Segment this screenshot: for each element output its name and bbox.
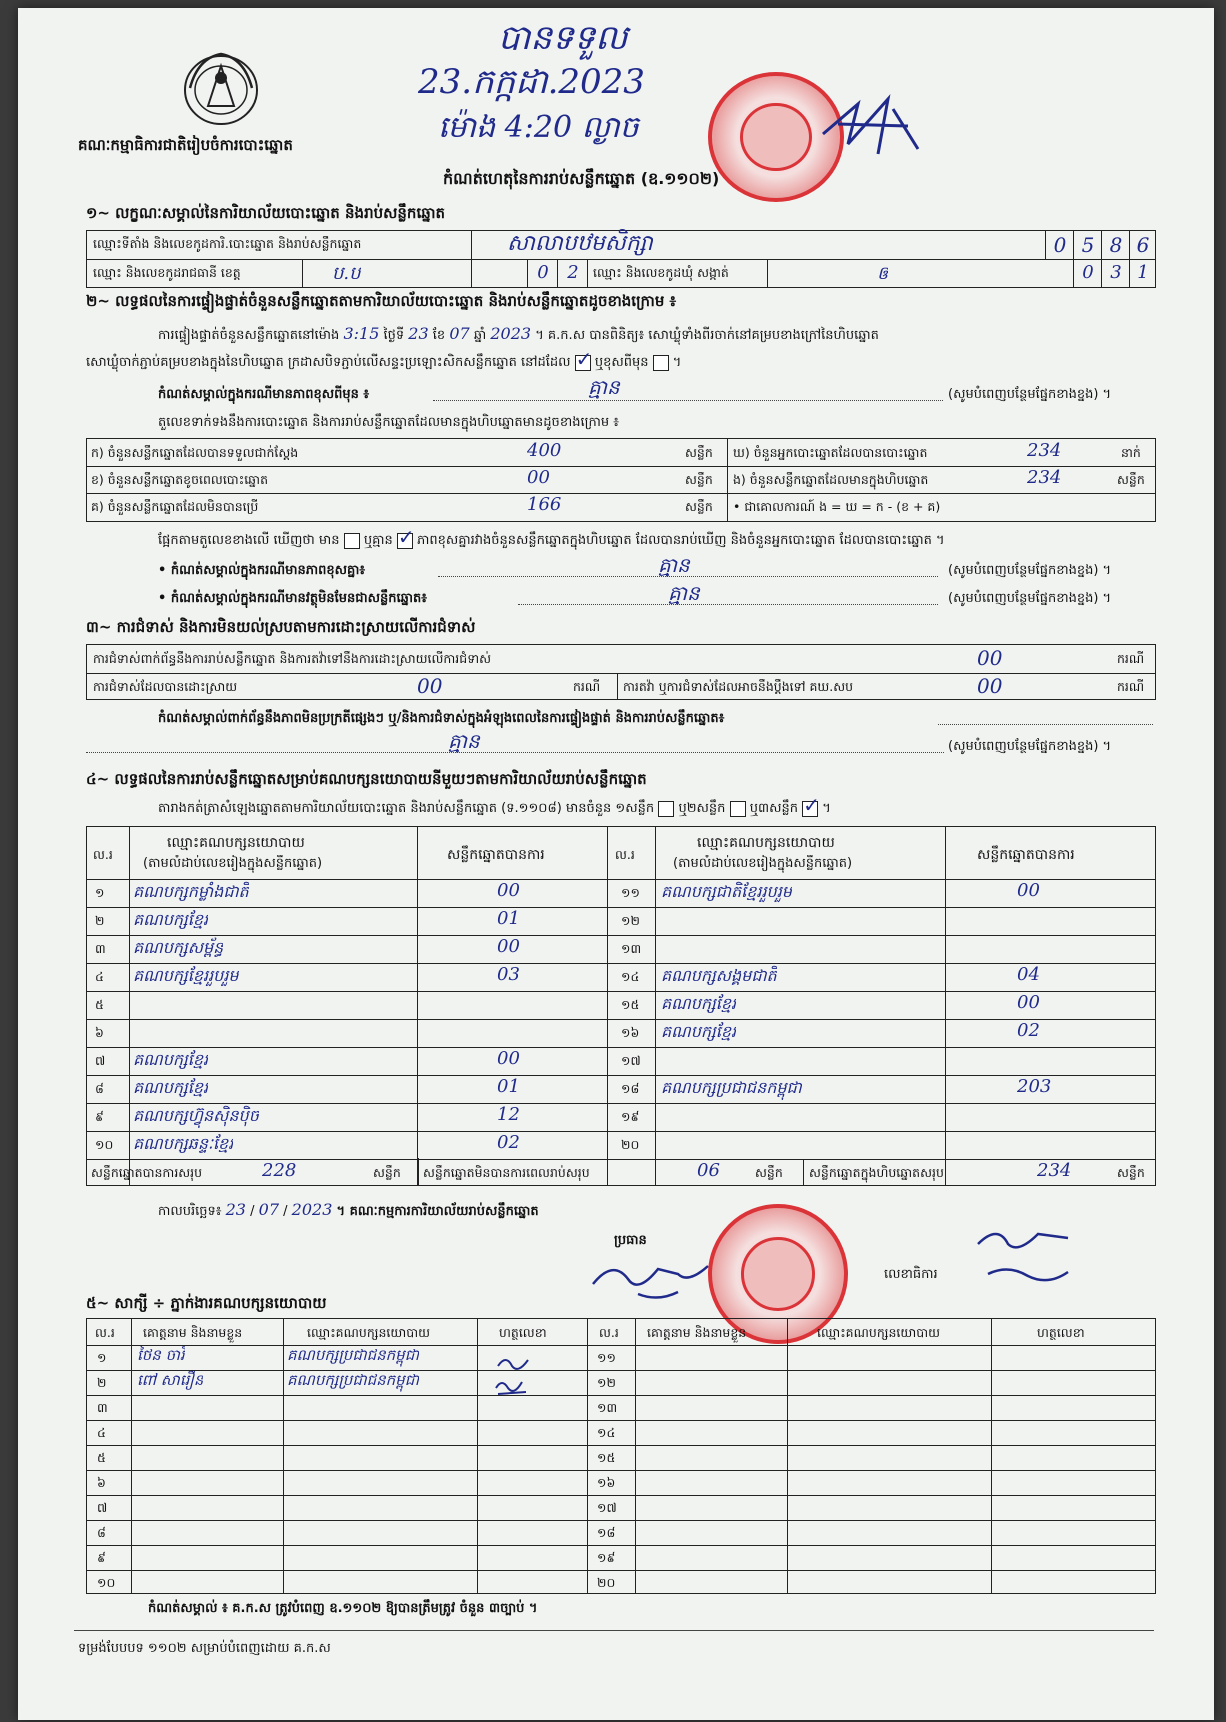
fig-e-label: ង) ចំនួនសន្លឹកឆ្នោតដែលមានក្នុងហិបឆ្នោត xyxy=(733,472,929,487)
fig-c-unit: សន្លឹក xyxy=(685,499,713,514)
objection-unit: ករណី xyxy=(1117,679,1145,694)
chair-signature xyxy=(588,1254,718,1304)
station-label: ឈ្មោះទីតាំង និងលេខកូដការិ.បោះឆ្នោត និងរាប់សន្លឹកឆ្នោត xyxy=(93,236,362,251)
fig-c-value: 166 xyxy=(527,494,562,515)
witness-row-no: ៨ xyxy=(97,1525,106,1540)
col-sign: ហត្ថលេខា xyxy=(499,1325,547,1340)
party-row-no: ២០ xyxy=(621,1137,640,1152)
party-row-no: ១៦ xyxy=(621,1025,640,1040)
diff-text: ឬគ្មាន xyxy=(363,533,393,548)
objection-appeal-value: 00 xyxy=(977,674,1003,698)
witness-signature xyxy=(492,1376,532,1398)
changed-checkbox[interactable] xyxy=(653,355,669,371)
objection-appeal-label: ការតវ៉ា ឬការជំទាស់ដែលអាចនឹងប្តឹងទៅ គឃ.សប xyxy=(623,679,854,694)
attach-text: តារាងកត់ត្រាសំឡេងឆ្នោតតាមការិយាល័យបោះឆ្នោត និងរាប់សន្លឹកឆ្នោត (ទ.១១០៨) មានចំនួន ១សន្លឹក xyxy=(158,801,655,816)
col-no: ល.រ xyxy=(95,1325,115,1340)
three-sheet-checkbox[interactable] xyxy=(802,801,818,817)
party-row-no: ៥ xyxy=(95,997,104,1012)
fig-formula: • ជាគោលការណ៍ ង = ឃ = ក - (ខ + គ) xyxy=(733,499,941,514)
verify-text: សោឃ្លុំចាក់ភ្ជាប់គម្របខាងក្នុងនៃហិបឆ្នោត ក្រដាសបិទភ្ជាប់លើសន្ទះប្រឡោះសិកសន្លឹកឆ្នោត នៅដដែល xyxy=(86,355,571,370)
party-row-votes: 02 xyxy=(1017,1020,1040,1041)
section1-table xyxy=(86,230,1156,288)
witness-row-no: ១៦ xyxy=(597,1475,616,1490)
party-row-no: ១៨ xyxy=(621,1081,640,1096)
station-code-digit: 6 xyxy=(1136,233,1150,257)
fill-back-note: (សូមបំពេញបន្ថែមផ្នែកខាងខ្នង) ។ xyxy=(948,591,1112,606)
commune-label: ឈ្មោះ និងលេខកូដឃុំ សង្កាត់ xyxy=(593,265,729,280)
party-row-no: ១០ xyxy=(95,1137,114,1152)
note2-value: គ្មាន xyxy=(658,553,690,577)
party-row-no: ១ xyxy=(95,885,105,900)
party-row-no: ១១ xyxy=(621,885,640,900)
party-row-name: គណបក្សប្រជាជនកម្ពុជា xyxy=(661,1078,802,1097)
no-diff-checkbox[interactable] xyxy=(397,533,413,549)
irregularity-note-value: គ្មាន xyxy=(448,729,480,753)
total-valid: 228 xyxy=(262,1160,297,1181)
col-name: គោត្តនាម និងនាមខ្លួន xyxy=(143,1325,243,1340)
party-row-votes: 01 xyxy=(497,908,520,929)
verify-text: ។ គ.ក.ស បានពិនិត្យ៖ សោឃ្លុំទាំងពីរចាក់នៅគម្របខាងក្រៅនៃហិបឆ្នោត xyxy=(535,328,879,343)
signature-top xyxy=(818,94,928,164)
verify-text: ការផ្ទៀងផ្ទាត់ចំនួនសន្លឹកឆ្នោតនៅម៉ោង xyxy=(158,328,340,343)
party-row-name: គណបក្សហ៊្វុនស៊ិនប៉ិច xyxy=(133,1106,259,1125)
party-row-name: គណបក្សខ្មែររួបរួម xyxy=(133,966,239,985)
col-no: ល.រ xyxy=(615,847,635,862)
col-party-sub: (តាមលំដាប់លេខរៀងក្នុងសន្លឹកឆ្នោត) xyxy=(143,856,323,871)
verify-year: 2023 xyxy=(490,324,532,343)
secretary-signature xyxy=(968,1224,1078,1294)
witness-row-name: ថៃន ចាវី xyxy=(137,1346,185,1364)
figures-intro: តួលេខទាក់ទងនឹងការបោះឆ្នោត និងការរាប់សន្លឹកឆ្នោតដែលមានក្នុងហិបឆ្នោតមានដូចខាងក្រោម ៖ xyxy=(158,415,619,430)
diff-text: ភាពខុសគ្នារវាងចំនួនសន្លឹកឆ្នោតក្នុងហិបឆ្នោត ដែលបានរាប់ឃើញ និងចំនួនអ្នកបោះឆ្នោត ដែលបានបោះឆ្នោត ។ xyxy=(417,533,945,548)
commune-code-digit: 3 xyxy=(1110,262,1122,283)
col-party: ឈ្មោះគណបក្សនយោបាយ xyxy=(167,835,305,851)
section2-title: ២~ លទ្ធផលនៃការផ្ទៀងផ្ទាត់ចំនួនសន្លឹកឆ្នោតតាមការិយាល័យបោះឆ្នោត និងរាប់សន្លឹកឆ្នោតដូចខាងក្រោម ៖ xyxy=(86,292,677,310)
objection-row1-label: ការជំទាស់ពាក់ព័ន្ធនឹងការរាប់សន្លឹកឆ្នោត និងការតវ៉ាទៅនឹងការដោះស្រាយលើការជំទាស់ xyxy=(93,651,492,666)
witness-row-no: ៤ xyxy=(97,1425,106,1440)
has-diff-checkbox[interactable] xyxy=(344,533,360,549)
witness-row-no: ១៤ xyxy=(597,1425,616,1440)
party-row-no: ១៤ xyxy=(621,969,640,984)
same-checkbox[interactable] xyxy=(575,355,591,371)
fill-back-note: (សូមបំពេញបន្ថែមផ្នែកខាងខ្នង) ។ xyxy=(948,387,1112,402)
col-no: ល.រ xyxy=(93,847,113,862)
fill-back-note: (សូមបំពេញបន្ថែមផ្នែកខាងខ្នង) ។ xyxy=(948,739,1112,754)
note3-label: • កំណត់សម្គាល់ក្នុងករណីមានវត្ថុមិនមែនជាសន្លឹកឆ្នោត៖ xyxy=(158,591,427,606)
station-code-digit: 8 xyxy=(1109,233,1123,257)
commune-code-digit: 1 xyxy=(1137,262,1149,283)
party-results-table xyxy=(86,826,1156,1186)
date-year: 2023 xyxy=(291,1200,333,1219)
objection-row1-value: 00 xyxy=(977,646,1003,670)
witness-row-name: ពៅ សារឿន xyxy=(137,1371,204,1389)
two-sheet-checkbox[interactable] xyxy=(730,801,746,817)
witness-row-no: ១ xyxy=(97,1350,107,1365)
date-label: កាលបរិច្ឆេទ៖ xyxy=(158,1204,222,1219)
unit: សន្លឹក xyxy=(1117,1165,1145,1180)
fig-a-unit: សន្លឹក xyxy=(685,445,713,460)
commune-value: ឲ xyxy=(877,263,889,284)
fig-b-label: ខ) ចំនួនសន្លឹកឆ្នោតខូចពេលបោះឆ្នោត xyxy=(91,472,269,487)
party-row-no: ៣ xyxy=(95,941,106,956)
party-row-no: ១៥ xyxy=(621,997,640,1012)
total-box-label: សន្លឹកឆ្នោតក្នុងហិបឆ្នោតសរុប xyxy=(809,1165,944,1180)
party-row-votes: 00 xyxy=(497,1048,520,1069)
commune-code-digit: 0 xyxy=(1082,262,1094,283)
party-row-votes: 02 xyxy=(497,1132,520,1153)
verify-text: ខែ xyxy=(432,328,446,343)
hw-received: បានទទួល xyxy=(498,18,628,58)
witness-row-no: ៥ xyxy=(97,1450,106,1465)
irregularity-note-label: កំណត់សម្គាល់ពាក់ព័ន្ធនឹងភាពមិនប្រក្រតីផ្សេងៗ ឬ/និងការជំទាស់ក្នុងអំឡុងពេលនៃការផ្ទៀងផ្ទាត់ និងការរាប់សន្លឹកឆ្នោត៖ xyxy=(158,711,725,726)
hw-received-time: ម៉ោង 4:20 ល្ងាច xyxy=(438,110,639,145)
witness-row-party: គណបក្សប្រជាជនកម្ពុជា xyxy=(287,1346,419,1364)
party-row-no: ១២ xyxy=(621,913,640,928)
party-row-name: គណបក្សសង្គមជាតិ xyxy=(661,966,777,985)
province-label: ឈ្មោះ និងលេខកូដរាជធានី ខេត្ត xyxy=(93,265,241,280)
witness-row-no: ១៩ xyxy=(597,1550,616,1565)
fig-c-label: គ) ចំនួនសន្លឹកឆ្នោតដែលមិនបានប្រើ xyxy=(91,499,259,514)
date-line: កាលបរិច្ឆេទ៖ 23 / 07 / 2023 ។ គណៈកម្មការការិយាល័យរាប់សន្លឹកឆ្នោត xyxy=(158,1200,539,1219)
province-code-digit: 0 xyxy=(537,262,549,283)
total-box: 234 xyxy=(1037,1160,1072,1181)
form-title: កំណត់ហេតុនៃការរាប់សន្លឹកឆ្នោត (ឧ.១១០២) xyxy=(443,169,720,188)
fig-d-label: ឃ) ចំនួនអ្នកបោះឆ្នោតដែលបានបោះឆ្នោត xyxy=(733,445,928,460)
attach-line: តារាងកត់ត្រាសំឡេងឆ្នោតតាមការិយាល័យបោះឆ្នោត និងរាប់សន្លឹកឆ្នោត (ទ.១១០៨) មានចំនួន ១សន្លឹក ឬ២សន្លឹក ឬ៣សន្លឹក ✓ ។ xyxy=(158,800,831,819)
party-row-name: គណបក្សខ្មែរ xyxy=(661,994,737,1013)
station-code-digit: 0 xyxy=(1053,233,1067,257)
total-valid-label: សន្លឹកឆ្នោតបានការសរុប xyxy=(91,1165,203,1180)
total-invalid-label: សន្លឹកឆ្នោតមិនបានការពេលរាប់សរុប xyxy=(423,1165,590,1180)
col-party-sub: (តាមលំដាប់លេខរៀងក្នុងសន្លឹកឆ្នោត) xyxy=(673,856,853,871)
col-votes: សន្លឹកឆ្នោតបានការ xyxy=(447,847,545,863)
note-diff-value: គ្មាន xyxy=(588,375,620,399)
col-party: ឈ្មោះគណបក្សនយោបាយ xyxy=(817,1325,941,1340)
org-name: គណៈកម្មាធិការជាតិរៀបចំការបោះឆ្នោត xyxy=(78,136,293,154)
col-party: ឈ្មោះគណបក្សនយោបាយ xyxy=(307,1325,431,1340)
party-row-no: ៧ xyxy=(95,1053,106,1068)
diff-text: ផ្អែកតាមតួលេខខាងលើ ឃើញថា មាន xyxy=(158,533,340,548)
date-month: 07 xyxy=(258,1200,279,1219)
party-row-votes: 04 xyxy=(1017,964,1040,985)
province-code-digit: 2 xyxy=(567,262,579,283)
hw-received-date: 23.កក្កដា.2023 xyxy=(418,62,645,102)
party-row-no: ១៧ xyxy=(621,1053,641,1068)
col-sign: ហត្ថលេខា xyxy=(1037,1325,1085,1340)
total-invalid: 06 xyxy=(697,1160,720,1181)
witness-row-no: ១៨ xyxy=(597,1525,616,1540)
witness-row-no: ១១ xyxy=(597,1350,616,1365)
note-diff-label: កំណត់សម្គាល់ក្នុងករណីមានភាពខុសពីមុន ៖ xyxy=(158,387,370,402)
note3-value: គ្មាន xyxy=(668,581,700,605)
footer-note: កំណត់សម្គាល់ ៖ គ.ក.ស ត្រូវបំពេញ ឧ.១១០២ ឱ្យបានត្រឹមត្រូវ ចំនួន ៣ច្បាប់ ។ xyxy=(148,1601,538,1616)
fig-a-value: 400 xyxy=(527,440,562,461)
objections-table xyxy=(86,644,1156,700)
col-name: គោត្តនាម និងនាមខ្លួន xyxy=(647,1325,747,1340)
witness-row-no: ៧ xyxy=(97,1500,108,1515)
col-votes: សន្លឹកឆ្នោតបានការ xyxy=(977,847,1075,863)
diff-line xyxy=(158,532,945,551)
verify-day: 23 xyxy=(408,324,429,343)
fig-e-value: 234 xyxy=(1027,467,1062,488)
party-row-no: ៦ xyxy=(95,1025,104,1040)
verify-text: ឆ្នាំ xyxy=(473,328,487,343)
objection-resolved-value: 00 xyxy=(417,674,443,698)
party-row-votes: 00 xyxy=(1017,880,1040,901)
committee-label: ។ គណៈកម្មការការិយាល័យរាប់សន្លឹកឆ្នោត xyxy=(336,1204,539,1219)
attach-opt: ឬ២សន្លឹក xyxy=(678,801,726,816)
province-value: ប.ប xyxy=(332,263,361,284)
fig-e-unit: សន្លឹក xyxy=(1117,472,1145,487)
objection-unit: ករណី xyxy=(573,679,601,694)
figures-table xyxy=(86,438,1156,522)
party-row-no: ៨ xyxy=(95,1081,104,1096)
section5-title: ៥~ សាក្សី ÷ ភ្នាក់ងារគណបក្សនយោបាយ xyxy=(86,1294,327,1312)
witness-table xyxy=(86,1318,1156,1594)
verify-line-2: សោឃ្លុំចាក់ភ្ជាប់គម្របខាងក្នុងនៃហិបឆ្នោត ក្រដាសបិទភ្ជាប់លើសន្ទះប្រឡោះសិកសន្លឹកឆ្នោត នៅដដែល ✓ ឬខុសពីមុន ។ xyxy=(86,354,681,373)
party-row-votes: 03 xyxy=(497,964,520,985)
one-sheet-checkbox[interactable] xyxy=(658,801,674,817)
witness-row-no: ១២ xyxy=(597,1375,616,1390)
verify-line-1 xyxy=(158,324,879,346)
party-row-votes: 01 xyxy=(497,1076,520,1097)
party-row-name: គណបក្សកម្លាំងជាតិ xyxy=(133,882,249,901)
objection-unit: ករណី xyxy=(1117,651,1145,666)
party-row-no: ៩ xyxy=(95,1109,104,1124)
fig-d-unit: នាក់ xyxy=(1121,445,1141,460)
changed-label: ឬខុសពីមុន xyxy=(594,355,649,370)
witness-row-no: ១៧ xyxy=(597,1500,617,1515)
form-paper xyxy=(18,8,1214,1720)
party-row-no: ១៣ xyxy=(621,941,642,956)
verify-text: ថ្ងៃទី xyxy=(383,328,405,343)
witness-row-no: ១៣ xyxy=(597,1400,618,1415)
unit: សន្លឹក xyxy=(373,1165,401,1180)
note2-label: • កំណត់សម្គាល់ក្នុងករណីមានភាពខុសគ្នា៖ xyxy=(158,563,366,578)
chair-label: ប្រធាន xyxy=(614,1233,647,1248)
fig-b-unit: សន្លឹក xyxy=(685,472,713,487)
col-party: ឈ្មោះគណបក្សនយោបាយ xyxy=(697,835,835,851)
fig-d-value: 234 xyxy=(1027,440,1062,461)
form-reference: ទម្រង់បែបបទ ១១០២ សម្រាប់បំពេញដោយ គ.ក.ស xyxy=(78,1641,331,1656)
verify-month: 07 xyxy=(449,324,470,343)
secretary-label: លេខាធិការ xyxy=(884,1267,938,1282)
witness-row-no: ២០ xyxy=(597,1575,616,1590)
witness-row-no: ១០ xyxy=(97,1575,116,1590)
party-row-votes: 203 xyxy=(1017,1076,1052,1097)
party-row-name: គណបក្សខ្មែរ xyxy=(661,1022,737,1041)
party-row-votes: 00 xyxy=(497,880,520,901)
col-no: ល.រ xyxy=(599,1325,619,1340)
party-row-name: គណបក្សខ្មែរ xyxy=(133,1078,209,1097)
objection-resolved-label: ការជំទាស់ដែលបានដោះស្រាយ xyxy=(93,679,238,694)
witness-row-no: ១៥ xyxy=(597,1450,616,1465)
date-day: 23 xyxy=(225,1200,246,1219)
witness-signature xyxy=(494,1352,534,1374)
station-code-digit: 5 xyxy=(1081,233,1095,257)
section4-title: ៤~ លទ្ធផលនៃការរាប់សន្លឹកឆ្នោតសម្រាប់គណបក្សនយោបាយនីមួយៗតាមការិយាល័យរាប់សន្លឹកឆ្នោត xyxy=(86,770,647,788)
party-row-name: គណបក្សសម្ព័ន្ធ xyxy=(133,938,224,957)
party-row-votes: 00 xyxy=(497,936,520,957)
witness-row-no: ២ xyxy=(97,1375,107,1390)
party-row-no: ១៩ xyxy=(621,1109,640,1124)
witness-row-no: ៦ xyxy=(97,1475,106,1490)
party-row-no: ៤ xyxy=(95,969,104,984)
fig-b-value: 00 xyxy=(527,467,550,488)
nec-logo-icon xyxy=(178,48,264,128)
witness-row-no: ៣ xyxy=(97,1400,108,1415)
section1-title: ១~ លក្ខណៈសម្គាល់នៃការិយាល័យបោះឆ្នោត និងរាប់សន្លឹកឆ្នោត xyxy=(86,204,446,222)
fig-a-label: ក) ចំនួនសន្លឹកឆ្នោតដែលបានទទួលជាក់ស្តែង xyxy=(91,445,299,460)
fill-back-note: (សូមបំពេញបន្ថែមផ្នែកខាងខ្នង) ។ xyxy=(948,563,1112,578)
party-row-votes: 00 xyxy=(1017,992,1040,1013)
party-row-name: គណបក្សខ្មែរ xyxy=(133,910,209,929)
party-row-votes: 12 xyxy=(497,1104,520,1125)
witness-row-party: គណបក្សប្រជាជនកម្ពុជា xyxy=(287,1371,419,1389)
party-row-no: ២ xyxy=(95,913,105,928)
unit: សន្លឹក xyxy=(755,1165,783,1180)
witness-row-no: ៩ xyxy=(97,1550,106,1565)
section3-title: ៣~ ការជំទាស់ និងការមិនយល់ស្របតាមការដោះស្រាយលើការជំទាស់ xyxy=(86,618,476,636)
verify-time: 3:15 xyxy=(343,324,380,343)
party-row-name: គណបក្សខ្មែរ xyxy=(133,1050,209,1069)
party-row-name: គណបក្សឆន្ទៈខ្មែរ xyxy=(133,1134,234,1153)
station-value: សាលាបឋមសិក្សា xyxy=(507,231,653,256)
attach-opt: ឬ៣សន្លឹក xyxy=(749,801,798,816)
party-row-name: គណបក្សជាតិខ្មែររួបរួម xyxy=(661,882,792,901)
